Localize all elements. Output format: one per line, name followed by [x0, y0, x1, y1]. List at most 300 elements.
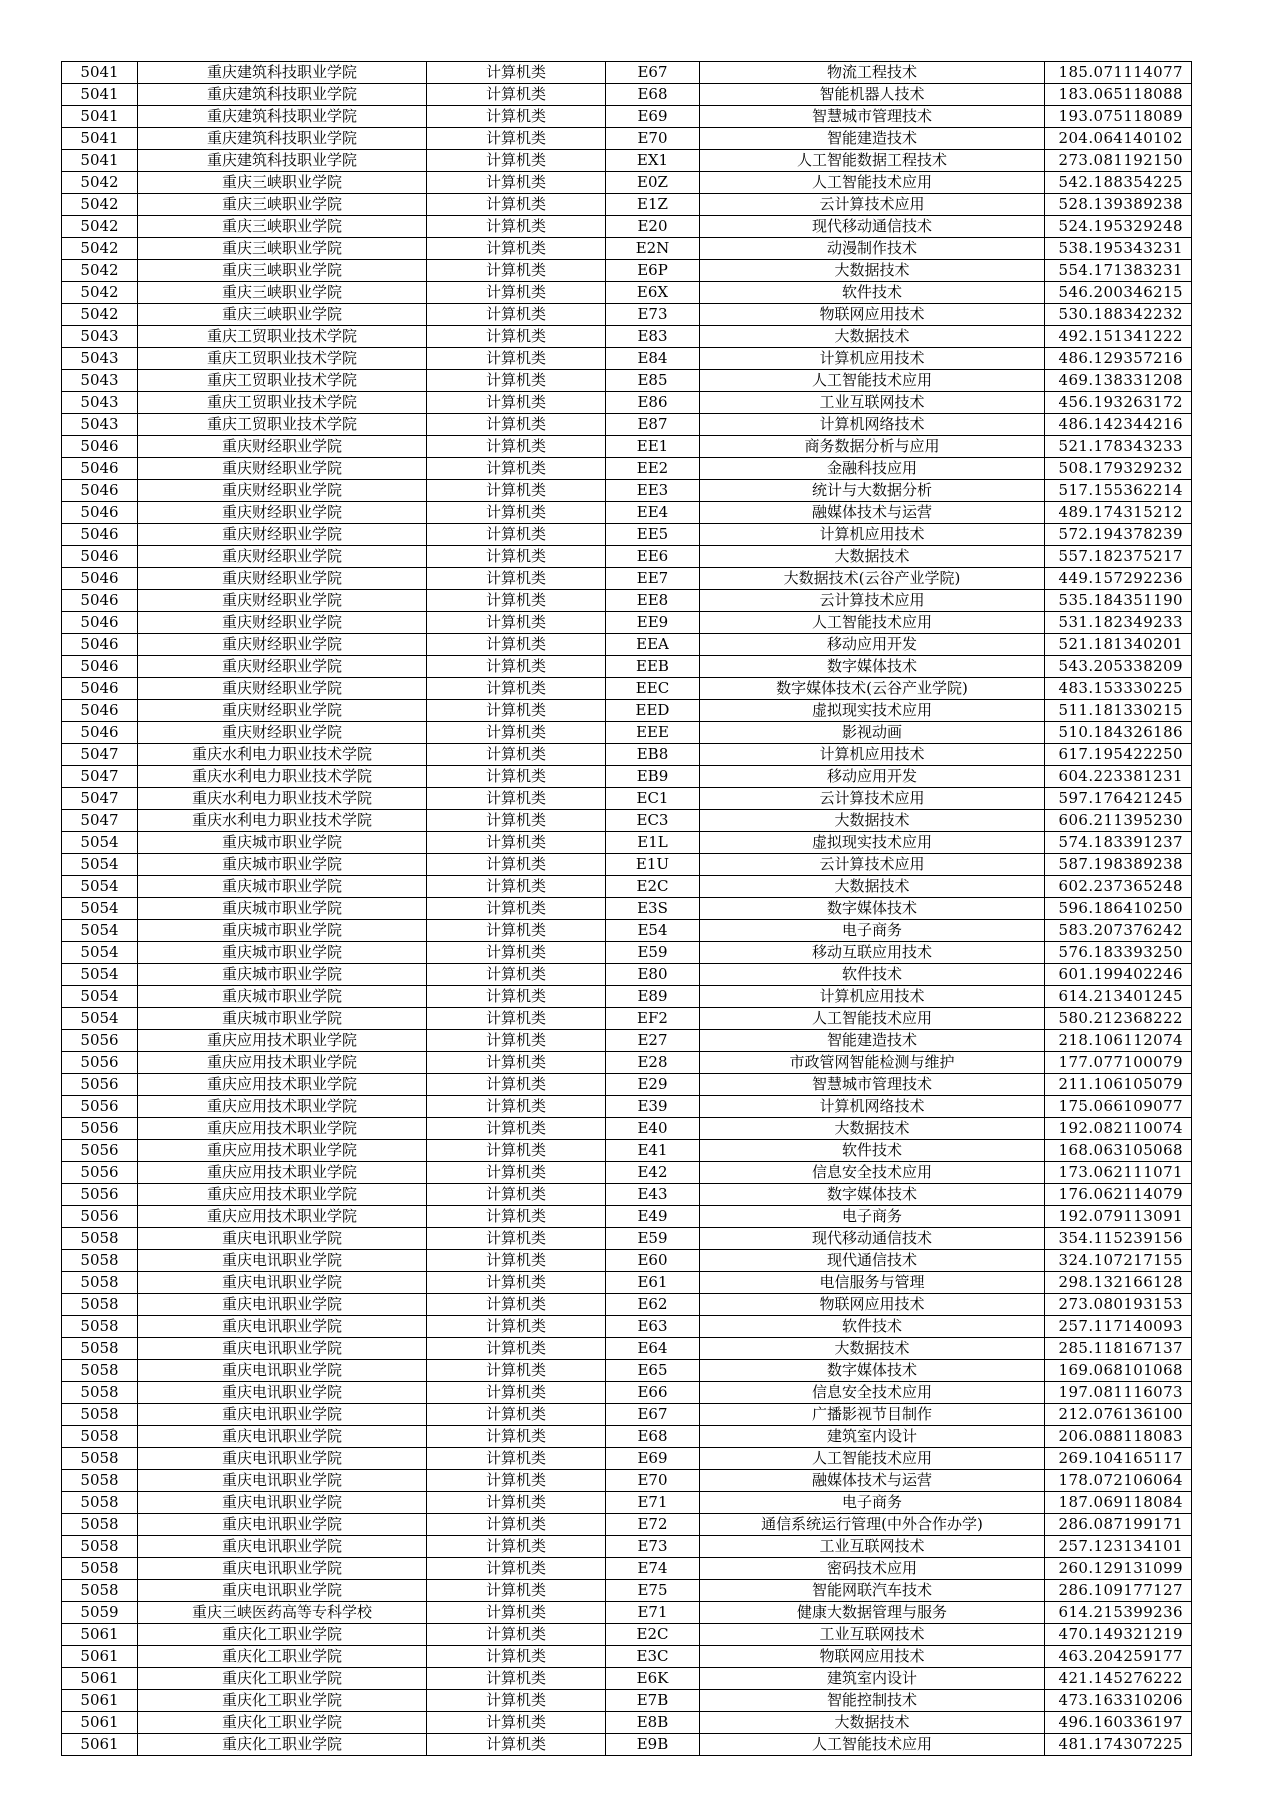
school-name-cell: 重庆电讯职业学院: [138, 1272, 427, 1294]
major-name-cell: 大数据技术: [700, 326, 1045, 348]
category-cell: 计算机类: [427, 150, 606, 172]
school-name-cell: 重庆工贸职业技术学院: [138, 392, 427, 414]
school-code-cell: 5054: [62, 898, 138, 920]
table-row: [62, 1580, 1192, 1602]
category-cell: 计算机类: [427, 656, 606, 678]
table-row: [62, 656, 1192, 678]
school-code-cell: 5058: [62, 1316, 138, 1338]
school-name-cell: 重庆化工职业学院: [138, 1624, 427, 1646]
major-code-cell: E28: [606, 1052, 700, 1074]
major-name-cell: 数字媒体技术: [700, 1360, 1045, 1382]
school-code-cell: 5058: [62, 1426, 138, 1448]
category-cell: 计算机类: [427, 942, 606, 964]
category-cell: 计算机类: [427, 854, 606, 876]
score-cell: 218.106112074: [1045, 1030, 1192, 1052]
score-cell: 521.181340201: [1045, 634, 1192, 656]
major-code-cell: E70: [606, 128, 700, 150]
school-code-cell: 5042: [62, 260, 138, 282]
major-code-cell: E3S: [606, 898, 700, 920]
table-row: [62, 744, 1192, 766]
score-cell: 542.188354225: [1045, 172, 1192, 194]
major-code-cell: EB8: [606, 744, 700, 766]
school-code-cell: 5061: [62, 1668, 138, 1690]
major-code-cell: EF2: [606, 1008, 700, 1030]
score-cell: 511.181330215: [1045, 700, 1192, 722]
table-row: [62, 1712, 1192, 1734]
score-cell: 449.157292236: [1045, 568, 1192, 590]
major-name-cell: 广播影视节目制作: [700, 1404, 1045, 1426]
major-name-cell: 软件技术: [700, 282, 1045, 304]
school-name-cell: 重庆应用技术职业学院: [138, 1140, 427, 1162]
school-code-cell: 5058: [62, 1360, 138, 1382]
score-cell: 481.174307225: [1045, 1734, 1192, 1756]
table-row: [62, 172, 1192, 194]
table-row: [62, 326, 1192, 348]
school-name-cell: 重庆财经职业学院: [138, 612, 427, 634]
school-code-cell: 5058: [62, 1228, 138, 1250]
score-cell: 496.160336197: [1045, 1712, 1192, 1734]
major-name-cell: 现代移动通信技术: [700, 1228, 1045, 1250]
category-cell: 计算机类: [427, 964, 606, 986]
major-code-cell: EE2: [606, 458, 700, 480]
major-code-cell: EE6: [606, 546, 700, 568]
category-cell: 计算机类: [427, 590, 606, 612]
table-row: [62, 1404, 1192, 1426]
major-name-cell: 大数据技术: [700, 1338, 1045, 1360]
school-name-cell: 重庆电讯职业学院: [138, 1404, 427, 1426]
category-cell: 计算机类: [427, 678, 606, 700]
major-name-cell: 影视动画: [700, 722, 1045, 744]
school-code-cell: 5047: [62, 788, 138, 810]
category-cell: 计算机类: [427, 1030, 606, 1052]
score-cell: 597.176421245: [1045, 788, 1192, 810]
major-name-cell: 计算机网络技术: [700, 414, 1045, 436]
score-cell: 269.104165117: [1045, 1448, 1192, 1470]
major-name-cell: 大数据技术: [700, 1118, 1045, 1140]
school-name-cell: 重庆三峡医药高等专科学校: [138, 1602, 427, 1624]
score-cell: 486.129357216: [1045, 348, 1192, 370]
category-cell: 计算机类: [427, 1404, 606, 1426]
table-row: [62, 1470, 1192, 1492]
score-cell: 528.139389238: [1045, 194, 1192, 216]
category-cell: 计算机类: [427, 414, 606, 436]
major-code-cell: EX1: [606, 150, 700, 172]
score-cell: 456.193263172: [1045, 392, 1192, 414]
table-row: [62, 392, 1192, 414]
table-row: [62, 986, 1192, 1008]
major-code-cell: E43: [606, 1184, 700, 1206]
school-name-cell: 重庆电讯职业学院: [138, 1338, 427, 1360]
table-row: [62, 590, 1192, 612]
major-name-cell: 金融科技应用: [700, 458, 1045, 480]
major-code-cell: E87: [606, 414, 700, 436]
school-name-cell: 重庆水利电力职业技术学院: [138, 810, 427, 832]
major-name-cell: 软件技术: [700, 1140, 1045, 1162]
table-row: [62, 634, 1192, 656]
score-cell: 524.195329248: [1045, 216, 1192, 238]
major-code-cell: E67: [606, 1404, 700, 1426]
major-code-cell: E59: [606, 942, 700, 964]
major-code-cell: EC3: [606, 810, 700, 832]
school-code-cell: 5042: [62, 304, 138, 326]
score-cell: 183.065118088: [1045, 84, 1192, 106]
category-cell: 计算机类: [427, 1448, 606, 1470]
category-cell: 计算机类: [427, 1008, 606, 1030]
school-code-cell: 5042: [62, 238, 138, 260]
score-cell: 602.237365248: [1045, 876, 1192, 898]
major-code-cell: E85: [606, 370, 700, 392]
school-name-cell: 重庆应用技术职业学院: [138, 1162, 427, 1184]
category-cell: 计算机类: [427, 832, 606, 854]
score-cell: 175.066109077: [1045, 1096, 1192, 1118]
table-row: [62, 700, 1192, 722]
school-name-cell: 重庆水利电力职业技术学院: [138, 788, 427, 810]
score-cell: 508.179329232: [1045, 458, 1192, 480]
table-row: [62, 1338, 1192, 1360]
school-name-cell: 重庆财经职业学院: [138, 546, 427, 568]
school-code-cell: 5046: [62, 590, 138, 612]
score-cell: 614.215399236: [1045, 1602, 1192, 1624]
table-row: [62, 216, 1192, 238]
score-cell: 510.184326186: [1045, 722, 1192, 744]
score-cell: 596.186410250: [1045, 898, 1192, 920]
table-row: [62, 568, 1192, 590]
major-name-cell: 大数据技术: [700, 1712, 1045, 1734]
score-cell: 192.082110074: [1045, 1118, 1192, 1140]
table-row: [62, 1690, 1192, 1712]
major-code-cell: E41: [606, 1140, 700, 1162]
school-name-cell: 重庆建筑科技职业学院: [138, 84, 427, 106]
table-row: [62, 238, 1192, 260]
score-cell: 211.106105079: [1045, 1074, 1192, 1096]
school-name-cell: 重庆财经职业学院: [138, 524, 427, 546]
school-name-cell: 重庆电讯职业学院: [138, 1470, 427, 1492]
category-cell: 计算机类: [427, 172, 606, 194]
school-name-cell: 重庆化工职业学院: [138, 1668, 427, 1690]
table-row: [62, 1602, 1192, 1624]
school-code-cell: 5047: [62, 744, 138, 766]
school-code-cell: 5043: [62, 414, 138, 436]
table-row: [62, 106, 1192, 128]
table-row: [62, 1184, 1192, 1206]
table-row: [62, 1294, 1192, 1316]
school-code-cell: 5042: [62, 216, 138, 238]
table-row: [62, 1250, 1192, 1272]
school-name-cell: 重庆城市职业学院: [138, 876, 427, 898]
school-code-cell: 5054: [62, 1008, 138, 1030]
school-name-cell: 重庆工贸职业技术学院: [138, 348, 427, 370]
category-cell: 计算机类: [427, 1382, 606, 1404]
score-cell: 572.194378239: [1045, 524, 1192, 546]
category-cell: 计算机类: [427, 1470, 606, 1492]
major-name-cell: 统计与大数据分析: [700, 480, 1045, 502]
school-name-cell: 重庆应用技术职业学院: [138, 1206, 427, 1228]
major-code-cell: E74: [606, 1558, 700, 1580]
major-code-cell: E60: [606, 1250, 700, 1272]
school-name-cell: 重庆城市职业学院: [138, 964, 427, 986]
major-name-cell: 智能网联汽车技术: [700, 1580, 1045, 1602]
category-cell: 计算机类: [427, 568, 606, 590]
school-code-cell: 5046: [62, 546, 138, 568]
category-cell: 计算机类: [427, 1426, 606, 1448]
table-row: [62, 788, 1192, 810]
major-name-cell: 工业互联网技术: [700, 1624, 1045, 1646]
major-code-cell: E2C: [606, 1624, 700, 1646]
major-code-cell: E69: [606, 106, 700, 128]
major-name-cell: 电子商务: [700, 920, 1045, 942]
school-code-cell: 5042: [62, 194, 138, 216]
school-code-cell: 5058: [62, 1338, 138, 1360]
major-code-cell: E66: [606, 1382, 700, 1404]
table-row: [62, 1426, 1192, 1448]
major-code-cell: E68: [606, 1426, 700, 1448]
table-row: [62, 546, 1192, 568]
table-row: [62, 942, 1192, 964]
score-cell: 554.171383231: [1045, 260, 1192, 282]
score-cell: 604.223381231: [1045, 766, 1192, 788]
school-code-cell: 5058: [62, 1272, 138, 1294]
score-cell: 421.145276222: [1045, 1668, 1192, 1690]
major-name-cell: 数字媒体技术: [700, 898, 1045, 920]
school-name-cell: 重庆三峡职业学院: [138, 304, 427, 326]
school-code-cell: 5041: [62, 128, 138, 150]
table-row: [62, 766, 1192, 788]
school-name-cell: 重庆财经职业学院: [138, 458, 427, 480]
school-code-cell: 5056: [62, 1206, 138, 1228]
major-name-cell: 融媒体技术与运营: [700, 502, 1045, 524]
school-name-cell: 重庆三峡职业学院: [138, 194, 427, 216]
category-cell: 计算机类: [427, 1712, 606, 1734]
major-name-cell: 电信服务与管理: [700, 1272, 1045, 1294]
score-cell: 521.178343233: [1045, 436, 1192, 458]
score-cell: 543.205338209: [1045, 656, 1192, 678]
major-code-cell: E54: [606, 920, 700, 942]
major-code-cell: E62: [606, 1294, 700, 1316]
major-name-cell: 云计算技术应用: [700, 194, 1045, 216]
table-row: [62, 1360, 1192, 1382]
score-cell: 601.199402246: [1045, 964, 1192, 986]
major-name-cell: 云计算技术应用: [700, 788, 1045, 810]
school-code-cell: 5061: [62, 1734, 138, 1756]
table-row: [62, 1492, 1192, 1514]
major-code-cell: E8B: [606, 1712, 700, 1734]
table-row: [62, 1316, 1192, 1338]
school-name-cell: 重庆电讯职业学院: [138, 1580, 427, 1602]
category-cell: 计算机类: [427, 106, 606, 128]
category-cell: 计算机类: [427, 304, 606, 326]
school-name-cell: 重庆电讯职业学院: [138, 1382, 427, 1404]
score-cell: 473.163310206: [1045, 1690, 1192, 1712]
category-cell: 计算机类: [427, 700, 606, 722]
table-row: [62, 722, 1192, 744]
school-code-cell: 5046: [62, 612, 138, 634]
table-row: [62, 150, 1192, 172]
table-row: [62, 898, 1192, 920]
table-row: [62, 1448, 1192, 1470]
table-row: [62, 854, 1192, 876]
school-code-cell: 5046: [62, 436, 138, 458]
major-code-cell: E75: [606, 1580, 700, 1602]
category-cell: 计算机类: [427, 876, 606, 898]
score-cell: 286.087199171: [1045, 1514, 1192, 1536]
major-code-cell: E6X: [606, 282, 700, 304]
major-name-cell: 电子商务: [700, 1206, 1045, 1228]
category-cell: 计算机类: [427, 348, 606, 370]
major-name-cell: 建筑室内设计: [700, 1668, 1045, 1690]
school-code-cell: 5043: [62, 392, 138, 414]
school-code-cell: 5061: [62, 1712, 138, 1734]
category-cell: 计算机类: [427, 1118, 606, 1140]
school-name-cell: 重庆三峡职业学院: [138, 282, 427, 304]
score-cell: 193.075118089: [1045, 106, 1192, 128]
category-cell: 计算机类: [427, 502, 606, 524]
school-name-cell: 重庆水利电力职业技术学院: [138, 766, 427, 788]
category-cell: 计算机类: [427, 238, 606, 260]
school-code-cell: 5058: [62, 1294, 138, 1316]
school-code-cell: 5046: [62, 458, 138, 480]
score-cell: 197.081116073: [1045, 1382, 1192, 1404]
school-code-cell: 5046: [62, 502, 138, 524]
school-code-cell: 5058: [62, 1514, 138, 1536]
major-name-cell: 大数据技术: [700, 260, 1045, 282]
table-row: [62, 1030, 1192, 1052]
school-name-cell: 重庆建筑科技职业学院: [138, 128, 427, 150]
major-code-cell: E42: [606, 1162, 700, 1184]
table-row: [62, 810, 1192, 832]
category-cell: 计算机类: [427, 260, 606, 282]
major-name-cell: 物联网应用技术: [700, 1294, 1045, 1316]
category-cell: 计算机类: [427, 1140, 606, 1162]
table-row: [62, 678, 1192, 700]
school-name-cell: 重庆应用技术职业学院: [138, 1052, 427, 1074]
major-name-cell: 人工智能技术应用: [700, 1008, 1045, 1030]
school-name-cell: 重庆电讯职业学院: [138, 1316, 427, 1338]
score-cell: 206.088118083: [1045, 1426, 1192, 1448]
major-code-cell: EEA: [606, 634, 700, 656]
score-cell: 583.207376242: [1045, 920, 1192, 942]
major-code-cell: E68: [606, 84, 700, 106]
score-cell: 530.188342232: [1045, 304, 1192, 326]
table-row: [62, 612, 1192, 634]
category-cell: 计算机类: [427, 766, 606, 788]
school-name-cell: 重庆财经职业学院: [138, 436, 427, 458]
school-code-cell: 5054: [62, 942, 138, 964]
score-cell: 574.183391237: [1045, 832, 1192, 854]
score-cell: 273.080193153: [1045, 1294, 1192, 1316]
school-name-cell: 重庆应用技术职业学院: [138, 1096, 427, 1118]
table-row: [62, 436, 1192, 458]
major-name-cell: 现代通信技术: [700, 1250, 1045, 1272]
school-name-cell: 重庆财经职业学院: [138, 634, 427, 656]
table-row: [62, 348, 1192, 370]
table-row: [62, 1096, 1192, 1118]
school-code-cell: 5043: [62, 326, 138, 348]
category-cell: 计算机类: [427, 84, 606, 106]
category-cell: 计算机类: [427, 1184, 606, 1206]
school-name-cell: 重庆城市职业学院: [138, 832, 427, 854]
table-row: [62, 1206, 1192, 1228]
major-code-cell: E61: [606, 1272, 700, 1294]
category-cell: 计算机类: [427, 1690, 606, 1712]
category-cell: 计算机类: [427, 480, 606, 502]
table-row: [62, 458, 1192, 480]
school-code-cell: 5058: [62, 1558, 138, 1580]
school-name-cell: 重庆财经职业学院: [138, 480, 427, 502]
major-name-cell: 移动应用开发: [700, 634, 1045, 656]
school-code-cell: 5056: [62, 1162, 138, 1184]
school-code-cell: 5061: [62, 1624, 138, 1646]
score-cell: 483.153330225: [1045, 678, 1192, 700]
table-row: [62, 1272, 1192, 1294]
category-cell: 计算机类: [427, 62, 606, 84]
school-code-cell: 5058: [62, 1536, 138, 1558]
table-row: [62, 1624, 1192, 1646]
category-cell: 计算机类: [427, 128, 606, 150]
major-name-cell: 智能控制技术: [700, 1690, 1045, 1712]
school-code-cell: 5043: [62, 348, 138, 370]
category-cell: 计算机类: [427, 1602, 606, 1624]
major-code-cell: E1U: [606, 854, 700, 876]
score-cell: 538.195343231: [1045, 238, 1192, 260]
score-cell: 187.069118084: [1045, 1492, 1192, 1514]
school-code-cell: 5058: [62, 1580, 138, 1602]
school-code-cell: 5042: [62, 172, 138, 194]
major-name-cell: 电子商务: [700, 1492, 1045, 1514]
table-row: [62, 480, 1192, 502]
school-code-cell: 5054: [62, 986, 138, 1008]
major-code-cell: EED: [606, 700, 700, 722]
major-name-cell: 移动应用开发: [700, 766, 1045, 788]
major-name-cell: 计算机应用技术: [700, 524, 1045, 546]
major-code-cell: EE5: [606, 524, 700, 546]
major-code-cell: EE4: [606, 502, 700, 524]
score-cell: 546.200346215: [1045, 282, 1192, 304]
table-row: [62, 128, 1192, 150]
score-cell: 178.072106064: [1045, 1470, 1192, 1492]
major-code-cell: E9B: [606, 1734, 700, 1756]
major-name-cell: 云计算技术应用: [700, 854, 1045, 876]
major-name-cell: 大数据技术(云谷产业学院): [700, 568, 1045, 590]
school-name-cell: 重庆城市职业学院: [138, 942, 427, 964]
score-cell: 576.183393250: [1045, 942, 1192, 964]
category-cell: 计算机类: [427, 326, 606, 348]
score-cell: 273.081192150: [1045, 150, 1192, 172]
major-code-cell: E6K: [606, 1668, 700, 1690]
major-name-cell: 人工智能技术应用: [700, 1448, 1045, 1470]
major-name-cell: 工业互联网技术: [700, 392, 1045, 414]
table-row: [62, 414, 1192, 436]
school-code-cell: 5056: [62, 1118, 138, 1140]
school-name-cell: 重庆城市职业学院: [138, 986, 427, 1008]
score-cell: 169.068101068: [1045, 1360, 1192, 1382]
major-name-cell: 智能机器人技术: [700, 84, 1045, 106]
major-name-cell: 虚拟现实技术应用: [700, 832, 1045, 854]
major-name-cell: 现代移动通信技术: [700, 216, 1045, 238]
major-name-cell: 密码技术应用: [700, 1558, 1045, 1580]
table-row: [62, 260, 1192, 282]
school-name-cell: 重庆电讯职业学院: [138, 1426, 427, 1448]
major-name-cell: 计算机应用技术: [700, 986, 1045, 1008]
school-code-cell: 5046: [62, 656, 138, 678]
major-name-cell: 大数据技术: [700, 546, 1045, 568]
major-name-cell: 商务数据分析与应用: [700, 436, 1045, 458]
school-code-cell: 5042: [62, 282, 138, 304]
school-code-cell: 5047: [62, 810, 138, 832]
major-name-cell: 计算机应用技术: [700, 348, 1045, 370]
school-code-cell: 5054: [62, 876, 138, 898]
category-cell: 计算机类: [427, 1228, 606, 1250]
major-name-cell: 智能建造技术: [700, 1030, 1045, 1052]
